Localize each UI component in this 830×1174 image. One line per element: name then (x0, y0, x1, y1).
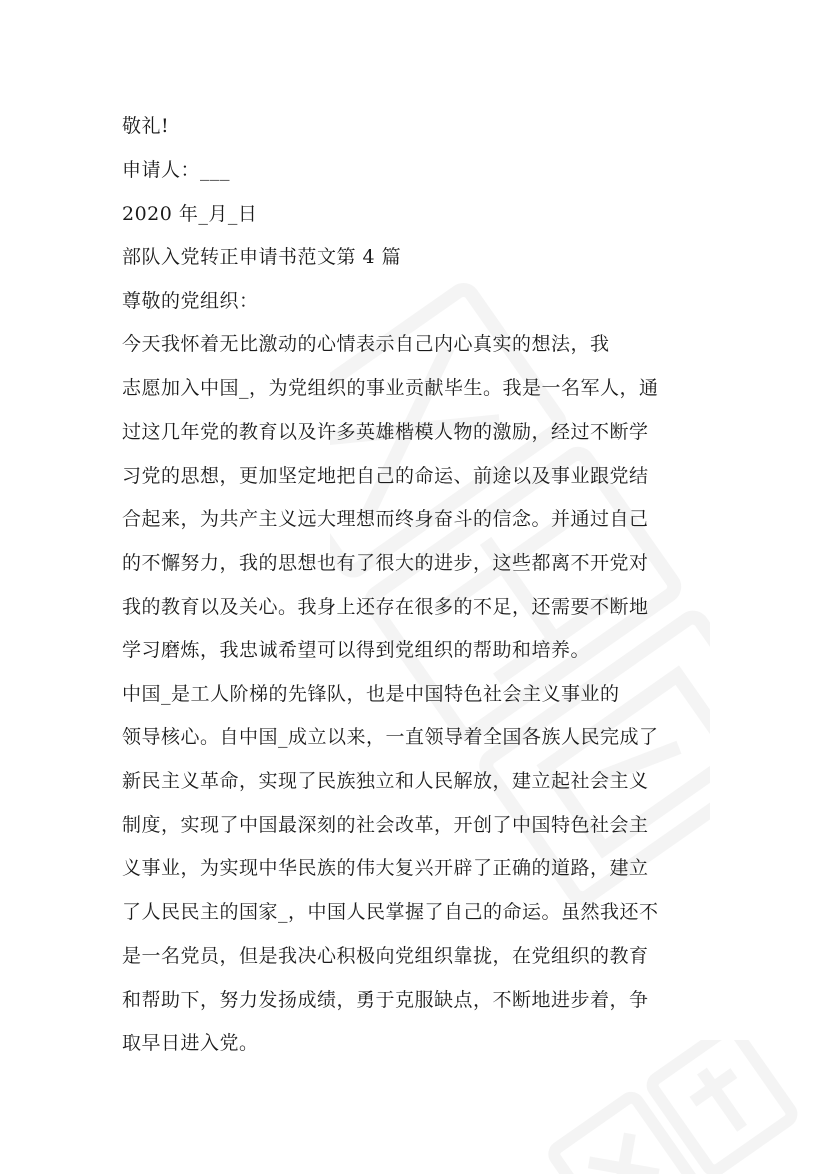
paragraph-line: 我的教育以及关心。我身上还存在很多的不足，还需要不断地 (122, 596, 649, 618)
paragraph-line: 领导核心。自中国_成立以来，一直领导着全国各族人民完成了 (122, 726, 659, 748)
applicant-line: 申请人：___ (122, 159, 231, 181)
section-heading: 部队入党转正申请书范文第 4 篇 (122, 246, 402, 268)
paragraph-line: 的不懈努力，我的思想也有了很大的进步，这些都离不开党对 (122, 552, 649, 574)
paragraph-line: 新民主义革命，实现了民族独立和人民解放，建立起社会主义 (122, 770, 649, 792)
paragraph-line: 是一名党员，但是我决心积极向党组织靠拢，在党组织的教育 (122, 945, 649, 967)
paragraph-line: 了人民民主的国家_，中国人民掌握了自己的命运。虽然我还不 (122, 901, 659, 923)
paragraph-line: 今天我怀着无比激动的心情表示自己内心真实的想法，我 (122, 333, 610, 355)
paragraph-line: 学习磨炼，我忠诚希望可以得到党组织的帮助和培养。 (122, 639, 591, 661)
paragraph-line: 取早日进入党。 (122, 1032, 259, 1054)
closing-salutation: 敬礼! (122, 115, 170, 137)
date-line: 2020 年_月_日 (122, 203, 258, 225)
greeting: 尊敬的党组织： (122, 290, 259, 312)
paragraph-line: 和帮助下，努力发扬成绩，勇于克服缺点，不断地进步着，争 (122, 989, 649, 1011)
paragraph-line: 制度，实现了中国最深刻的社会改革，开创了中国特色社会主 (122, 814, 649, 836)
paragraph-line: 义事业，为实现中华民族的伟大复兴开辟了正确的道路，建立 (122, 857, 649, 879)
paragraph-line: 合起来，为共产主义远大理想而终身奋斗的信念。并通过自己 (122, 508, 649, 530)
paragraph-line: 中国_是工人阶梯的先锋队，也是中国特色社会主义事业的 (122, 683, 620, 705)
paragraph-line: 志愿加入中国_，为党组织的事业贡献毕生。我是一名军人，通 (122, 377, 659, 399)
watermark-logo-bottom (540, 1040, 800, 1174)
paragraph-line: 习党的思想，更加坚定地把自己的命运、前途以及事业跟党结 (122, 465, 649, 487)
paragraph-line: 过这几年党的教育以及许多英雄楷模人物的激励，经过不断学 (122, 421, 649, 443)
